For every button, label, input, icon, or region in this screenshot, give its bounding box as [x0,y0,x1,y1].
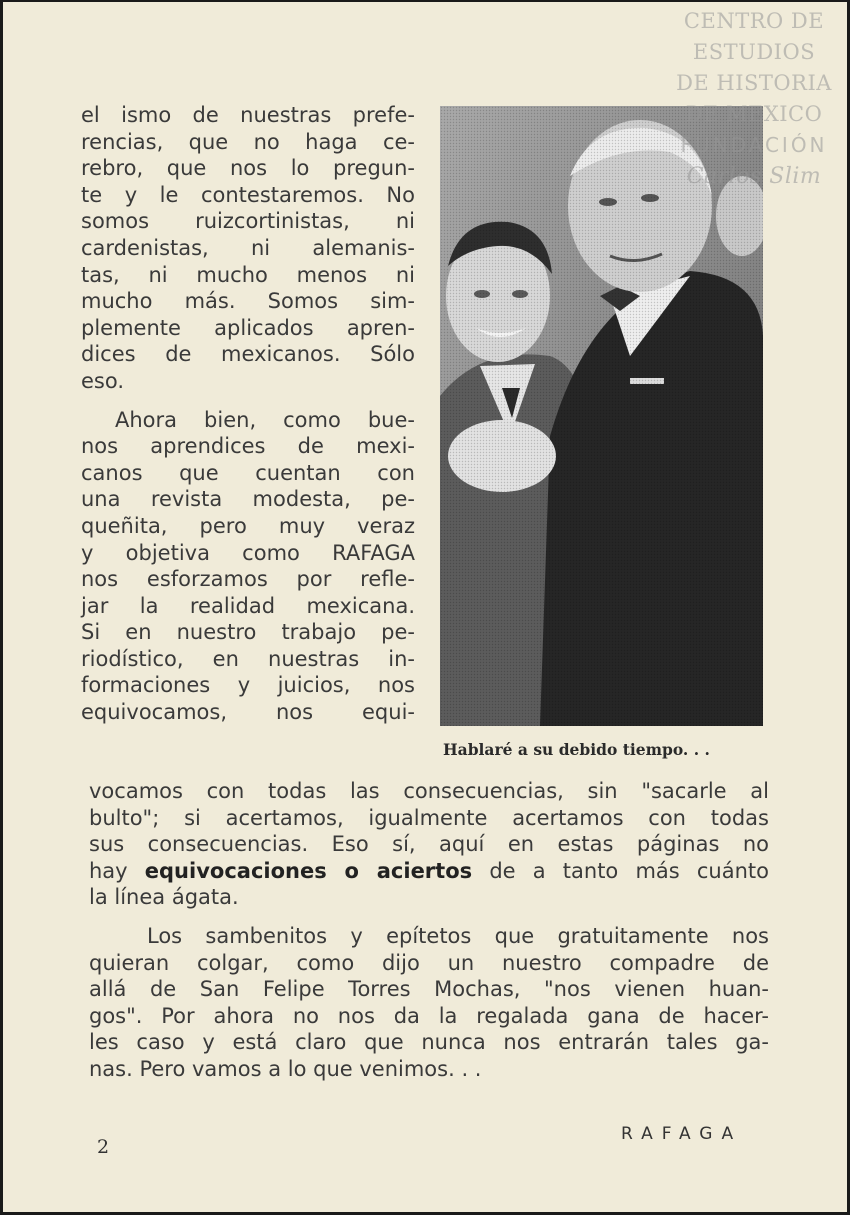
paragraph-2 [81,407,415,726]
emphasis: equivocaciones o aciertos [144,858,473,883]
text-line: rebro, que nos lo pregun- [81,156,415,181]
text-fragment: hay [89,858,145,883]
text-line: gos". Por ahora no nos da la regalada gana de hacer- [89,1003,769,1028]
text-line: les caso y está claro que nunca nos entrarán tales ga- [89,1030,769,1055]
paragraph-1 [81,102,415,395]
text-line: riodístico, en nuestras in- [81,646,415,671]
text-line: una revista modesta, pe- [81,487,415,512]
watermark-line: ESTUDIOS [692,40,816,64]
text-line: vocamos con todas las consecuencias, sin "sacarle al [89,779,769,803]
publication-name: RAFAGA [621,1124,743,1144]
column-text [81,102,415,726]
text-line: Ahora bien, como bue- [115,407,415,432]
photo-caption: Hablaré a su debido tiempo. . . [443,740,710,759]
text-line: canos que cuentan con [81,460,415,485]
text-line: somos ruizcortinistas, ni [81,209,415,234]
watermark-signature: Carlos Slim [686,164,822,189]
text-line: quieran colgar, como dijo un nuestro compadre de [89,950,769,975]
text-line: te y le contestaremos. No [81,182,415,207]
text-line: tas, ni mucho menos ni [81,262,415,287]
text-line: dices de mexicanos. Sólo [81,342,415,367]
watermark-foundation: FUNDACIÓN [680,133,828,157]
text-line: el ismo de nuestras prefe- [81,103,415,127]
text-line: plemente aplicados apren- [81,315,415,340]
text-line: la línea ágata. [89,885,239,910]
text-line: rencias, que no haga ce- [81,129,415,154]
watermark-line: CENTRO DE [683,9,825,33]
text-line: formaciones y juicios, nos [81,673,415,698]
text-line: bulto"; si acertamos, igualmente acertamos con todas [89,805,769,830]
paragraph-4 [89,923,769,1083]
text-line: cardenistas, ni alemanis- [81,235,415,260]
text-line: nos aprendices de mexi- [81,434,415,459]
text-line: mucho más. Somos sim- [81,289,415,314]
news-photo [440,106,763,726]
text-line: nos esforzamos por refle- [81,567,415,592]
text-line: Si en nuestro trabajo pe- [81,620,415,645]
page-number: 2 [97,1136,110,1158]
paragraph-3 [89,778,769,911]
text-line: y objetiva como RAFAGA [81,540,415,565]
magazine-page [3,2,847,1212]
text-line [89,858,769,885]
text-line: equivocamos, nos equi- [81,700,415,725]
text-line: nas. Pero vamos a lo que venimos. . . [89,1056,482,1081]
archive-watermark [669,6,839,192]
text-line: jar la realidad mexicana. [81,593,415,618]
text-line: sus consecuencias. Eso sí, aquí en estas páginas no [89,832,769,857]
text-line: eso. [81,368,125,393]
text-line: queñita, pero muy veraz [81,513,415,538]
text-line: Los sambenitos y epítetos que gratuitamente nos [147,923,769,948]
text-fragment: de a tanto más cuánto [472,858,770,883]
watermark-line: DE HISTORIA [676,71,832,95]
watermark-line: DE MEXICO [685,102,823,126]
text-line: allá de San Felipe Torres Mochas, "nos vienen huan- [89,977,769,1002]
body-text [89,778,769,1083]
